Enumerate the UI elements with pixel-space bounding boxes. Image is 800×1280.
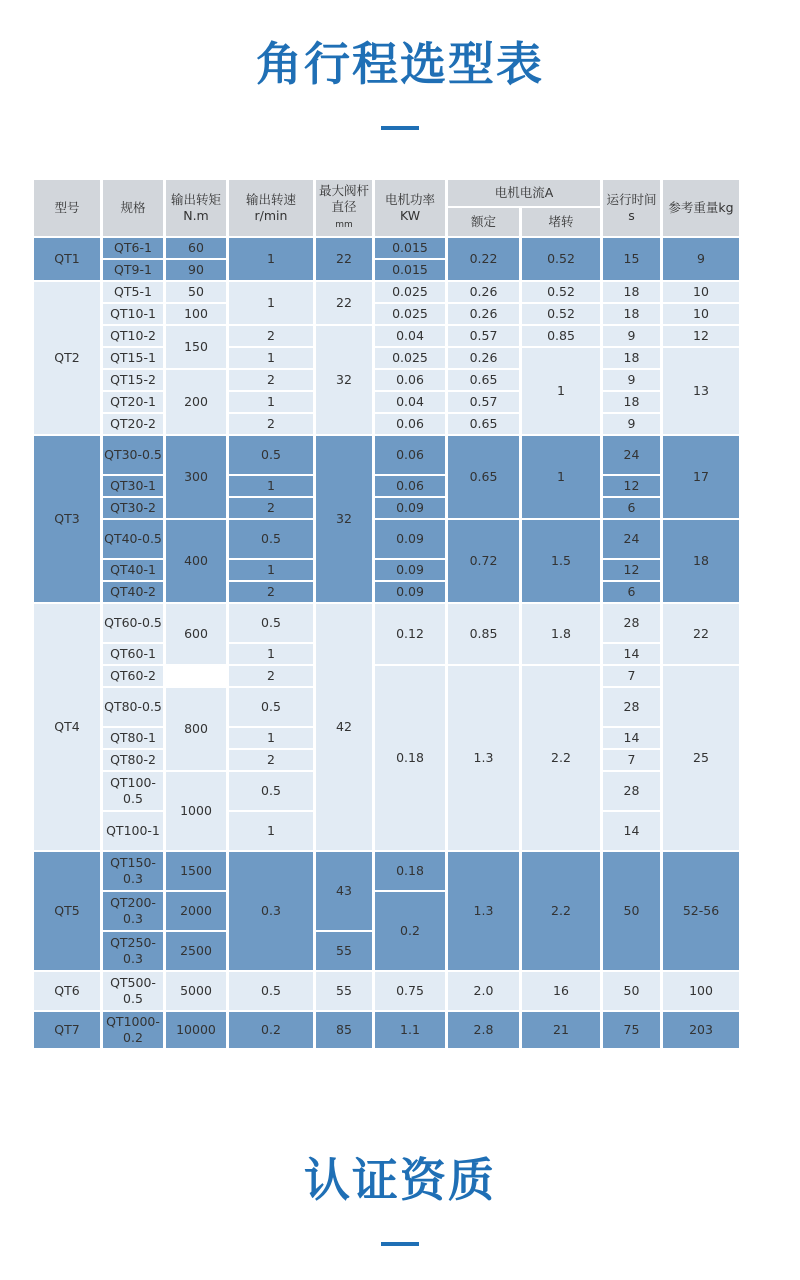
torque-cell: 400 bbox=[166, 520, 226, 602]
time-cell: 14 bbox=[603, 812, 660, 850]
power-cell: 0.025 bbox=[375, 348, 445, 368]
speed-cell: 0.5 bbox=[229, 972, 313, 1010]
header-weight: 参考重量kg bbox=[663, 180, 739, 236]
torque-cell-empty bbox=[166, 666, 226, 686]
torque-cell: 300 bbox=[166, 436, 226, 518]
weight-cell: 10 bbox=[663, 282, 739, 302]
stall-cell: 2.2 bbox=[522, 852, 600, 970]
time-cell: 18 bbox=[603, 304, 660, 324]
rated-cell: 0.57 bbox=[448, 326, 519, 346]
speed-cell: 1 bbox=[229, 728, 313, 748]
torque-cell: 150 bbox=[166, 326, 226, 368]
speed-cell: 1 bbox=[229, 238, 313, 280]
spec-cell: QT30-0.5 bbox=[103, 436, 163, 474]
spec-cell: QT100-0.5 bbox=[103, 772, 163, 810]
weight-cell: 10 bbox=[663, 304, 739, 324]
weight-cell: 100 bbox=[663, 972, 739, 1010]
weight-cell: 9 bbox=[663, 238, 739, 280]
power-cell: 0.09 bbox=[375, 498, 445, 518]
speed-cell: 1 bbox=[229, 282, 313, 324]
speed-cell: 2 bbox=[229, 414, 313, 434]
spec-cell: QT30-2 bbox=[103, 498, 163, 518]
rated-cell: 0.65 bbox=[448, 370, 519, 390]
table-row bbox=[34, 498, 739, 518]
spec-cell: QT1000-0.2 bbox=[103, 1012, 163, 1048]
table-row bbox=[34, 414, 739, 434]
stall-cell: 16 bbox=[522, 972, 600, 1010]
torque-cell: 5000 bbox=[166, 972, 226, 1010]
rated-cell: 1.3 bbox=[448, 852, 519, 970]
spec-cell: QT20-1 bbox=[103, 392, 163, 412]
torque-cell: 10000 bbox=[166, 1012, 226, 1048]
spec-cell: QT15-2 bbox=[103, 370, 163, 390]
torque-cell: 60 bbox=[166, 238, 226, 258]
time-cell: 50 bbox=[603, 852, 660, 970]
rated-cell: 0.72 bbox=[448, 520, 519, 602]
torque-cell: 1500 bbox=[166, 852, 226, 890]
spec-cell: QT150-0.3 bbox=[103, 852, 163, 890]
table-row bbox=[34, 392, 739, 412]
torque-cell: 2500 bbox=[166, 932, 226, 970]
stem-cell: 43 bbox=[316, 852, 372, 930]
spec-cell: QT60-2 bbox=[103, 666, 163, 686]
weight-cell: 17 bbox=[663, 436, 739, 518]
power-cell: 0.015 bbox=[375, 260, 445, 280]
weight-cell: 203 bbox=[663, 1012, 739, 1048]
stall-cell: 1 bbox=[522, 436, 600, 518]
certification-underline bbox=[381, 1242, 419, 1246]
spec-cell: QT10-2 bbox=[103, 326, 163, 346]
speed-cell: 0.5 bbox=[229, 520, 313, 558]
model-cell: QT1 bbox=[34, 238, 100, 280]
rated-cell: 1.3 bbox=[448, 666, 519, 850]
speed-cell: 0.3 bbox=[229, 852, 313, 970]
stall-cell: 2.2 bbox=[522, 666, 600, 850]
speed-cell: 2 bbox=[229, 582, 313, 602]
table-row bbox=[34, 604, 739, 642]
power-cell: 0.06 bbox=[375, 476, 445, 496]
rated-cell: 0.65 bbox=[448, 436, 519, 518]
power-cell: 0.09 bbox=[375, 582, 445, 602]
weight-cell: 18 bbox=[663, 520, 739, 602]
table-row bbox=[34, 560, 739, 580]
time-cell: 12 bbox=[603, 476, 660, 496]
spec-cell: QT30-1 bbox=[103, 476, 163, 496]
spec-cell: QT60-0.5 bbox=[103, 604, 163, 642]
spec-cell: QT80-1 bbox=[103, 728, 163, 748]
time-cell: 7 bbox=[603, 666, 660, 686]
header-rated: 额定 bbox=[448, 208, 519, 236]
time-cell: 14 bbox=[603, 644, 660, 664]
header-stem bbox=[316, 180, 372, 236]
power-cell: 0.18 bbox=[375, 666, 445, 850]
rated-cell: 2.8 bbox=[448, 1012, 519, 1048]
speed-cell: 0.5 bbox=[229, 688, 313, 726]
speed-cell: 2 bbox=[229, 498, 313, 518]
rated-cell: 0.26 bbox=[448, 282, 519, 302]
weight-cell: 13 bbox=[663, 348, 739, 434]
stall-cell: 1.5 bbox=[522, 520, 600, 602]
torque-cell: 100 bbox=[166, 304, 226, 324]
spec-cell: QT100-1 bbox=[103, 812, 163, 850]
table-row bbox=[34, 582, 739, 602]
spec-cell: QT40-1 bbox=[103, 560, 163, 580]
header-power: 电机功率KW bbox=[375, 180, 445, 236]
rated-cell: 2.0 bbox=[448, 972, 519, 1010]
stem-cell: 32 bbox=[316, 326, 372, 434]
torque-cell: 2000 bbox=[166, 892, 226, 930]
power-cell: 0.025 bbox=[375, 304, 445, 324]
model-cell: QT2 bbox=[34, 282, 100, 434]
stem-cell: 55 bbox=[316, 972, 372, 1010]
stall-cell: 0.52 bbox=[522, 304, 600, 324]
time-cell: 28 bbox=[603, 604, 660, 642]
header-speed: 输出转速r/min bbox=[229, 180, 313, 236]
speed-cell: 1 bbox=[229, 476, 313, 496]
table-row bbox=[34, 370, 739, 390]
spec-cell: QT60-1 bbox=[103, 644, 163, 664]
time-cell: 15 bbox=[603, 238, 660, 280]
stem-cell: 55 bbox=[316, 932, 372, 970]
spec-cell: QT10-1 bbox=[103, 304, 163, 324]
certification-title: 认证资质 bbox=[304, 1153, 496, 1207]
header-current: 电机电流A bbox=[448, 180, 600, 206]
table-row bbox=[34, 304, 739, 324]
model-cell: QT6 bbox=[34, 972, 100, 1010]
weight-cell: 25 bbox=[663, 666, 739, 850]
speed-cell: 1 bbox=[229, 644, 313, 664]
header-spec: 规格 bbox=[103, 180, 163, 236]
header-time: 运行时间s bbox=[603, 180, 660, 236]
time-cell: 14 bbox=[603, 728, 660, 748]
stall-cell: 1 bbox=[522, 348, 600, 434]
time-cell: 12 bbox=[603, 560, 660, 580]
header-row bbox=[34, 180, 739, 206]
speed-cell: 0.5 bbox=[229, 604, 313, 642]
table-row bbox=[34, 238, 739, 258]
spec-cell: QT250-0.3 bbox=[103, 932, 163, 970]
model-cell: QT4 bbox=[34, 604, 100, 850]
speed-cell: 2 bbox=[229, 370, 313, 390]
stall-cell: 0.52 bbox=[522, 238, 600, 280]
table-row bbox=[34, 666, 739, 686]
spec-cell: QT80-0.5 bbox=[103, 688, 163, 726]
power-cell: 0.06 bbox=[375, 436, 445, 474]
power-cell: 0.025 bbox=[375, 282, 445, 302]
time-cell: 9 bbox=[603, 326, 660, 346]
table-row bbox=[34, 476, 739, 496]
torque-cell: 600 bbox=[166, 604, 226, 664]
rated-cell: 0.22 bbox=[448, 238, 519, 280]
table-row bbox=[34, 436, 739, 474]
table-row bbox=[34, 326, 739, 346]
time-cell: 9 bbox=[603, 414, 660, 434]
spec-cell: QT9-1 bbox=[103, 260, 163, 280]
power-cell: 0.015 bbox=[375, 238, 445, 258]
speed-cell: 1 bbox=[229, 392, 313, 412]
time-cell: 75 bbox=[603, 1012, 660, 1048]
rated-cell: 0.26 bbox=[448, 304, 519, 324]
time-cell: 50 bbox=[603, 972, 660, 1010]
stem-cell: 22 bbox=[316, 238, 372, 280]
stem-cell: 42 bbox=[316, 604, 372, 850]
model-cell: QT7 bbox=[34, 1012, 100, 1048]
power-cell: 0.06 bbox=[375, 414, 445, 434]
power-cell: 0.2 bbox=[375, 892, 445, 970]
power-cell: 0.12 bbox=[375, 604, 445, 664]
stem-cell: 22 bbox=[316, 282, 372, 324]
spec-cell: QT15-1 bbox=[103, 348, 163, 368]
stall-cell: 1.8 bbox=[522, 604, 600, 664]
header-torque: 输出转矩N.m bbox=[166, 180, 226, 236]
speed-cell: 0.2 bbox=[229, 1012, 313, 1048]
speed-cell: 2 bbox=[229, 326, 313, 346]
header-stall: 堵转 bbox=[522, 208, 600, 236]
torque-cell: 90 bbox=[166, 260, 226, 280]
page-title: 角行程选型表 bbox=[256, 37, 544, 91]
speed-cell: 2 bbox=[229, 666, 313, 686]
spec-cell: QT40-2 bbox=[103, 582, 163, 602]
title-underline bbox=[381, 126, 419, 130]
speed-cell: 2 bbox=[229, 750, 313, 770]
torque-cell: 200 bbox=[166, 370, 226, 434]
time-cell: 18 bbox=[603, 282, 660, 302]
table-row bbox=[34, 852, 739, 890]
power-cell: 1.1 bbox=[375, 1012, 445, 1048]
weight-cell: 22 bbox=[663, 604, 739, 664]
spec-cell: QT5-1 bbox=[103, 282, 163, 302]
header-model: 型号 bbox=[34, 180, 100, 236]
spec-cell: QT20-2 bbox=[103, 414, 163, 434]
time-cell: 6 bbox=[603, 498, 660, 518]
table-row bbox=[34, 520, 739, 558]
time-cell: 7 bbox=[603, 750, 660, 770]
rated-cell: 0.57 bbox=[448, 392, 519, 412]
power-cell: 0.04 bbox=[375, 392, 445, 412]
power-cell: 0.09 bbox=[375, 560, 445, 580]
time-cell: 9 bbox=[603, 370, 660, 390]
time-cell: 28 bbox=[603, 772, 660, 810]
selection-table bbox=[31, 178, 742, 1050]
power-cell: 0.09 bbox=[375, 520, 445, 558]
torque-cell: 1000 bbox=[166, 772, 226, 850]
selection-table-wrapper bbox=[31, 178, 742, 1050]
torque-cell: 800 bbox=[166, 688, 226, 770]
speed-cell: 1 bbox=[229, 812, 313, 850]
time-cell: 24 bbox=[603, 436, 660, 474]
torque-cell: 50 bbox=[166, 282, 226, 302]
spec-cell: QT40-0.5 bbox=[103, 520, 163, 558]
speed-cell: 0.5 bbox=[229, 772, 313, 810]
spec-cell: QT80-2 bbox=[103, 750, 163, 770]
time-cell: 18 bbox=[603, 348, 660, 368]
rated-cell: 0.85 bbox=[448, 604, 519, 664]
spec-cell: QT500-0.5 bbox=[103, 972, 163, 1010]
time-cell: 6 bbox=[603, 582, 660, 602]
stall-cell: 0.52 bbox=[522, 282, 600, 302]
model-cell: QT5 bbox=[34, 852, 100, 970]
stall-cell: 0.85 bbox=[522, 326, 600, 346]
weight-cell: 12 bbox=[663, 326, 739, 346]
power-cell: 0.18 bbox=[375, 852, 445, 890]
table-row bbox=[34, 282, 739, 302]
power-cell: 0.04 bbox=[375, 326, 445, 346]
table-row bbox=[34, 972, 739, 1010]
table-row bbox=[34, 348, 739, 368]
speed-cell: 0.5 bbox=[229, 436, 313, 474]
speed-cell: 1 bbox=[229, 348, 313, 368]
spec-cell: QT200-0.3 bbox=[103, 892, 163, 930]
table-row bbox=[34, 1012, 739, 1048]
time-cell: 28 bbox=[603, 688, 660, 726]
spec-cell: QT6-1 bbox=[103, 238, 163, 258]
stem-cell: 85 bbox=[316, 1012, 372, 1048]
power-cell: 0.75 bbox=[375, 972, 445, 1010]
time-cell: 24 bbox=[603, 520, 660, 558]
speed-cell: 1 bbox=[229, 560, 313, 580]
stem-cell: 32 bbox=[316, 436, 372, 602]
header-stem-text: 最大阀杆直径 bbox=[318, 183, 369, 214]
weight-cell: 52-56 bbox=[663, 852, 739, 970]
header-stem-unit: mm bbox=[335, 220, 353, 230]
rated-cell: 0.26 bbox=[448, 348, 519, 368]
power-cell: 0.06 bbox=[375, 370, 445, 390]
time-cell: 18 bbox=[603, 392, 660, 412]
model-cell: QT3 bbox=[34, 436, 100, 602]
rated-cell: 0.65 bbox=[448, 414, 519, 434]
stall-cell: 21 bbox=[522, 1012, 600, 1048]
